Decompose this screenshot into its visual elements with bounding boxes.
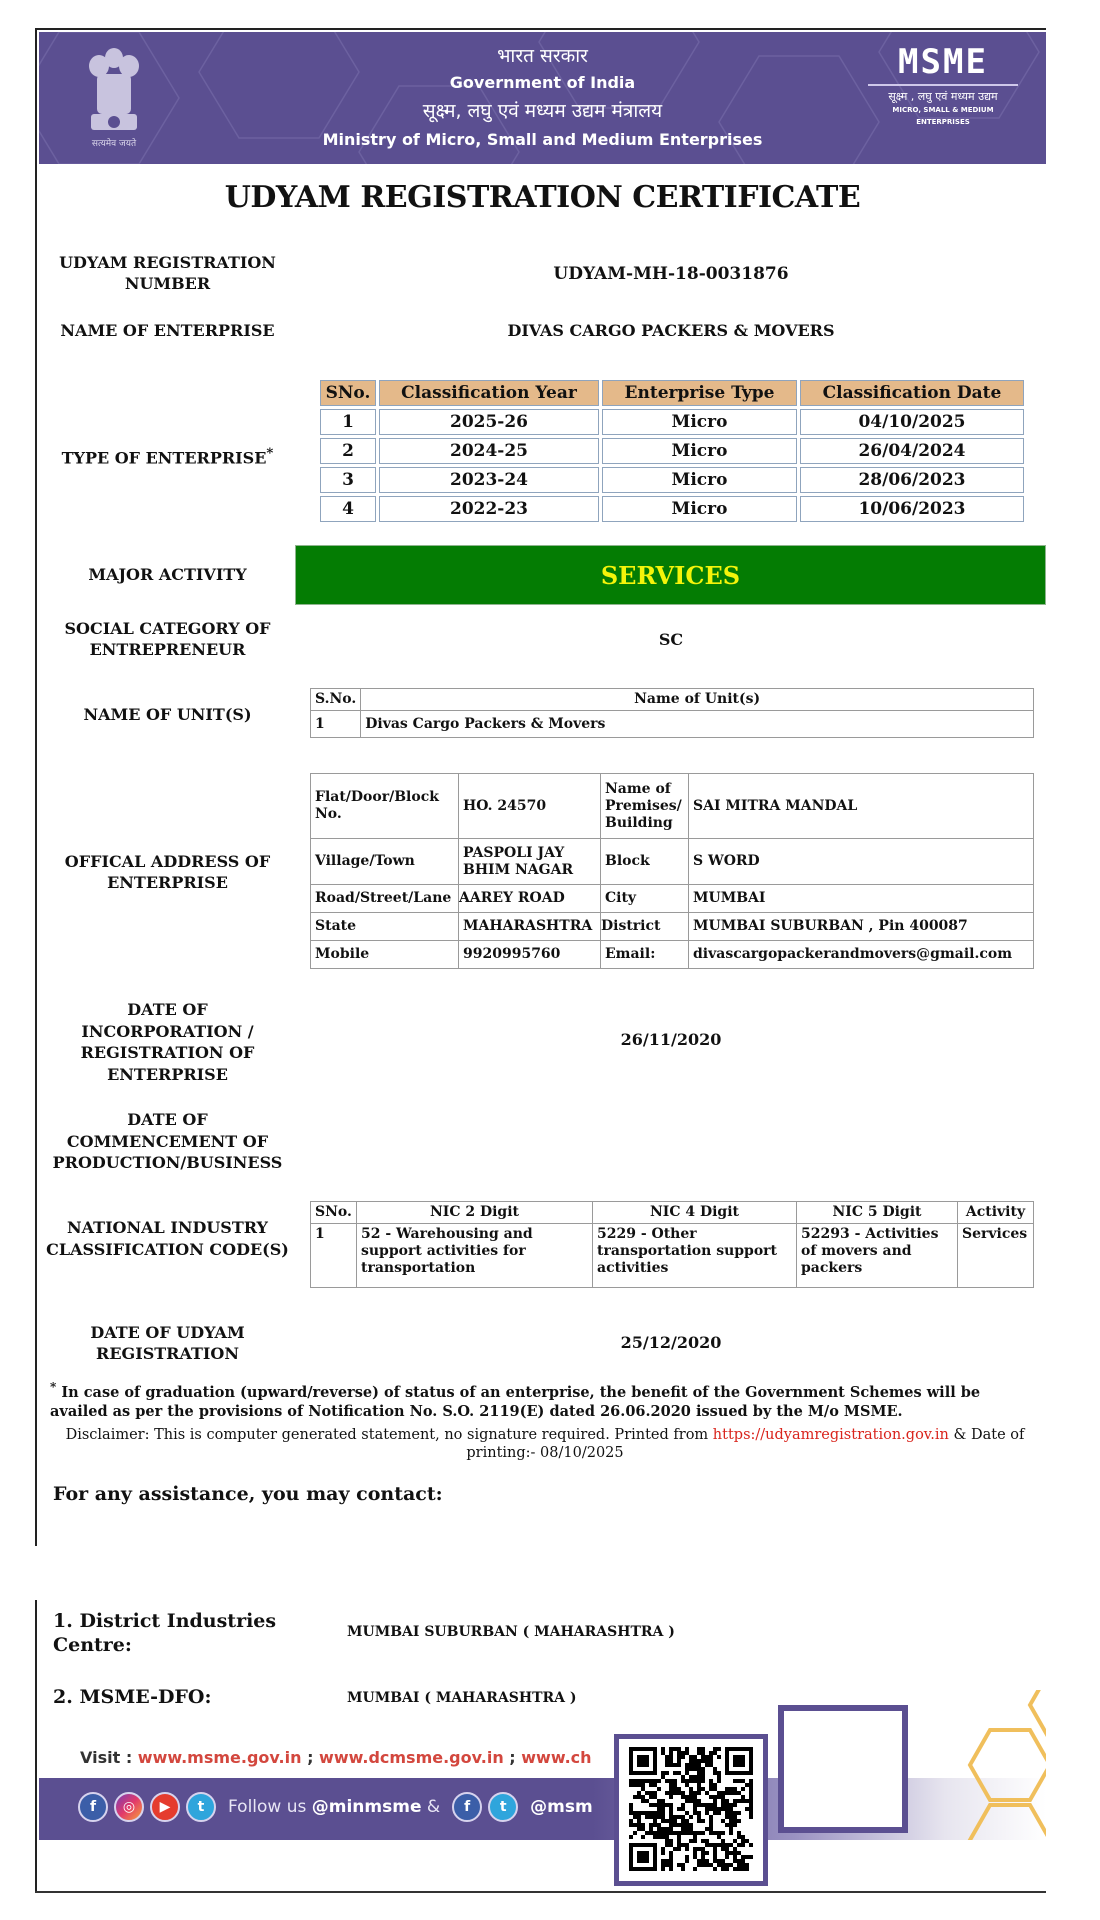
handle-msme[interactable]: @msm — [530, 1797, 593, 1817]
cell-year: 2023-24 — [379, 467, 599, 493]
road-label: Road/Street/Lane — [311, 885, 459, 913]
address-row — [311, 913, 1034, 941]
logo-rule — [868, 84, 1018, 86]
svg-text:सत्यमेव जयते: सत्यमेव जयते — [91, 139, 137, 149]
units-header-row — [311, 689, 1034, 711]
email-value[interactable]: divascargopackerandmovers@gmail.com — [689, 941, 1034, 969]
msme-dfo-label: 2. MSME-DFO: — [53, 1686, 212, 1708]
dic-value: MUMBAI SUBURBAN ( MAHARASHTRA ) — [347, 1624, 675, 1640]
address-table — [310, 773, 1034, 969]
table-row — [320, 438, 1024, 464]
disclaimer — [45, 1426, 1045, 1462]
hindi-government-text: भारत सरकार — [497, 45, 588, 67]
twitter-icon[interactable]: t — [488, 1792, 518, 1822]
cell-date: 26/04/2024 — [800, 438, 1024, 464]
page-border-left — [35, 28, 37, 1546]
facebook-icon[interactable]: f — [452, 1792, 482, 1822]
page-border-top — [35, 28, 1046, 30]
cell-sno: 1 — [311, 1224, 357, 1288]
mobile-value: 9920995760 — [459, 941, 601, 969]
twitter-icon[interactable]: t — [186, 1792, 216, 1822]
msme-logo-word: MSME — [898, 42, 988, 82]
village-label: Village/Town — [311, 839, 459, 885]
dcmsme-link[interactable]: www.dcmsme.gov.in — [319, 1748, 504, 1767]
social-category-value: SC — [658, 630, 684, 649]
cell-sno: 3 — [320, 467, 376, 493]
city-label: City — [601, 885, 689, 913]
cell-type: Micro — [602, 438, 797, 464]
address-label: OFFICAL ADDRESS OF ENTERPRISE — [64, 852, 271, 892]
cell-unit-name: Divas Cargo Packers & Movers — [361, 711, 1034, 738]
cell-type: Micro — [602, 496, 797, 522]
msme-dfo-value: MUMBAI ( MAHARASHTRA ) — [347, 1690, 577, 1706]
graduation-note — [50, 1378, 1040, 1421]
cell-sno: 1 — [320, 409, 376, 435]
major-activity-banner — [295, 545, 1046, 605]
state-label: State — [311, 913, 459, 941]
udyam-date: 25/12/2020 — [620, 1333, 722, 1352]
mobile-label: Mobile — [311, 941, 459, 969]
page-border-left-lower — [35, 1600, 37, 1893]
cell-sno: 1 — [311, 711, 361, 738]
cell-year: 2025-26 — [379, 409, 599, 435]
cell-year: 2022-23 — [379, 496, 599, 522]
enterprise-name-value: DIVAS CARGO PACKERS & MOVERS — [507, 321, 835, 340]
dic-label: 1. District Industries Centre: — [53, 1610, 277, 1656]
asterisk: * — [266, 445, 274, 461]
flat-value: HO. 24570 — [459, 774, 601, 839]
nic-header-row — [311, 1202, 1034, 1224]
address-row — [311, 774, 1034, 839]
reg-number-value: UDYAM-MH-18-0031876 — [553, 264, 789, 284]
msme-logo-hindi: सूक्ष्म , लघु एवं मध्यम उद्यम — [888, 90, 998, 103]
cell-date: 28/06/2023 — [800, 467, 1024, 493]
cell-nic5: 52293 - Activities of movers and packers — [797, 1224, 958, 1288]
page-border-bottom — [35, 1891, 1046, 1893]
col-sno: SNo. — [320, 380, 376, 406]
units-label: NAME OF UNIT(S) — [83, 705, 252, 724]
national-emblem-icon — [79, 44, 149, 154]
handle-minmsme[interactable]: @minmsme — [311, 1797, 422, 1817]
units-table — [310, 688, 1034, 738]
nic-label: NATIONAL INDUSTRY CLASSIFICATION CODE(S) — [46, 1218, 289, 1259]
government-text: Government of India — [449, 73, 636, 92]
cell-sno: 4 — [320, 496, 376, 522]
reg-number-label: UDYAM REGISTRATION NUMBER — [59, 253, 276, 293]
champions-link[interactable]: www.ch — [521, 1748, 592, 1767]
certificate-title: UDYAM REGISTRATION CERTIFICATE — [224, 180, 861, 215]
address-row — [311, 885, 1034, 913]
cell-type: Micro — [602, 467, 797, 493]
social-category-label: SOCIAL CATEGORY OF ENTREPRENEUR — [64, 619, 271, 659]
premises-value: SAI MITRA MANDAL — [689, 774, 1034, 839]
road-value: AAREY ROAD — [459, 885, 601, 913]
email-label: Email: — [601, 941, 689, 969]
follow-text: Follow us @minmsme & — [228, 1797, 441, 1817]
link-separator: ; — [503, 1748, 522, 1767]
block-label: Block — [601, 839, 689, 885]
enterprise-name-label: NAME OF ENTERPRISE — [60, 321, 275, 340]
block-value: S WORD — [689, 839, 1034, 885]
note-text: In case of graduation (upward/reverse) of status of an enterprise, the benefit of the Government Schemes will be availed as per the provisions of Notification No. S.O. 2119(E) dated 26.06.2020 issued by the M/o MSME. — [50, 1383, 981, 1420]
col-sno: SNo. — [311, 1202, 357, 1224]
classification-header-row — [320, 380, 1024, 406]
visit-label: Visit : — [80, 1748, 138, 1767]
msme-link[interactable]: www.msme.gov.in — [137, 1748, 302, 1767]
qr-code[interactable] — [614, 1734, 768, 1886]
address-row — [311, 941, 1034, 969]
msme-logo-english: MICRO, SMALL & MEDIUM ENTERPRISES — [892, 106, 994, 126]
cell-activity: Services — [958, 1224, 1034, 1288]
udyam-portal-link[interactable]: https://udyamregistration.gov.in — [712, 1427, 949, 1443]
udyam-date-label: DATE OF UDYAM REGISTRATION — [90, 1323, 245, 1363]
village-value: PASPOLI JAY BHIM NAGAR — [459, 839, 601, 885]
youtube-icon[interactable]: ▶ — [150, 1792, 180, 1822]
cell-year: 2024-25 — [379, 438, 599, 464]
table-row — [320, 409, 1024, 435]
col-classification-year: Classification Year — [379, 380, 599, 406]
table-row — [311, 1224, 1034, 1288]
hindi-ministry-text: सूक्ष्म, लघु एवं मध्यम उद्यम मंत्रालय — [422, 100, 663, 122]
col-enterprise-type: Enterprise Type — [602, 380, 797, 406]
city-value: MUMBAI — [689, 885, 1034, 913]
incorporation-date: 26/11/2020 — [620, 1030, 722, 1049]
cell-date: 10/06/2023 — [800, 496, 1024, 522]
state-value: MAHARASHTRA — [459, 913, 601, 941]
major-activity-label: MAJOR ACTIVITY — [88, 565, 247, 584]
premises-label: Name of Premises/ Building — [601, 774, 689, 839]
social-bar — [78, 1792, 599, 1822]
col-classification-date: Classification Date — [800, 380, 1024, 406]
facebook-icon[interactable]: f — [78, 1792, 108, 1822]
link-separator: ; — [301, 1748, 320, 1767]
qr-code-icon — [629, 1747, 753, 1875]
assistance-heading: For any assistance, you may contact: — [53, 1483, 443, 1505]
photo-placeholder — [778, 1705, 908, 1833]
incorporation-label: DATE OF INCORPORATION / REGISTRATION OF ENTERPRISE — [80, 1000, 255, 1084]
cell-sno: 2 — [320, 438, 376, 464]
col-activity: Activity — [958, 1202, 1034, 1224]
type-of-enterprise-label — [45, 443, 290, 468]
disclaimer-prefix: Disclaimer: This is computer generated statement, no signature required. Printed from — [65, 1427, 713, 1443]
cell-nic2: 52 - Warehousing and support activities for transportation — [357, 1224, 593, 1288]
header-banner — [39, 32, 1046, 164]
classification-table — [317, 377, 1027, 525]
msme-logo — [868, 44, 1018, 128]
cell-type: Micro — [602, 409, 797, 435]
district-label: District — [601, 913, 689, 941]
type-label-text: TYPE OF ENTERPRISE — [61, 448, 267, 468]
table-row — [311, 711, 1034, 738]
note-asterisk: * — [50, 1380, 57, 1394]
flat-label: Flat/Door/Block No. — [311, 774, 459, 839]
major-activity-value: SERVICES — [600, 560, 741, 590]
hexagon-decoration — [940, 1690, 1046, 1840]
cell-date: 04/10/2025 — [800, 409, 1024, 435]
col-nic2: NIC 2 Digit — [357, 1202, 593, 1224]
visit-links — [80, 1748, 592, 1767]
col-unit-name: Name of Unit(s) — [361, 689, 1034, 711]
col-nic4: NIC 4 Digit — [593, 1202, 797, 1224]
nic-table — [310, 1201, 1034, 1288]
cell-nic4: 5229 - Other transportation support activities — [593, 1224, 797, 1288]
disclaimer-suffix: & Date of printing:- 08/10/2025 — [466, 1427, 1025, 1461]
table-row — [320, 496, 1024, 522]
col-nic5: NIC 5 Digit — [797, 1202, 958, 1224]
ministry-text: Ministry of Micro, Small and Medium Enterprises — [322, 130, 763, 149]
table-row — [320, 467, 1024, 493]
commencement-label: DATE OF COMMENCEMENT OF PRODUCTION/BUSINESS — [52, 1110, 283, 1172]
instagram-icon[interactable]: ◎ — [114, 1792, 144, 1822]
col-sno: S.No. — [311, 689, 361, 711]
district-value: MUMBAI SUBURBAN , Pin 400087 — [689, 913, 1034, 941]
address-row — [311, 839, 1034, 885]
